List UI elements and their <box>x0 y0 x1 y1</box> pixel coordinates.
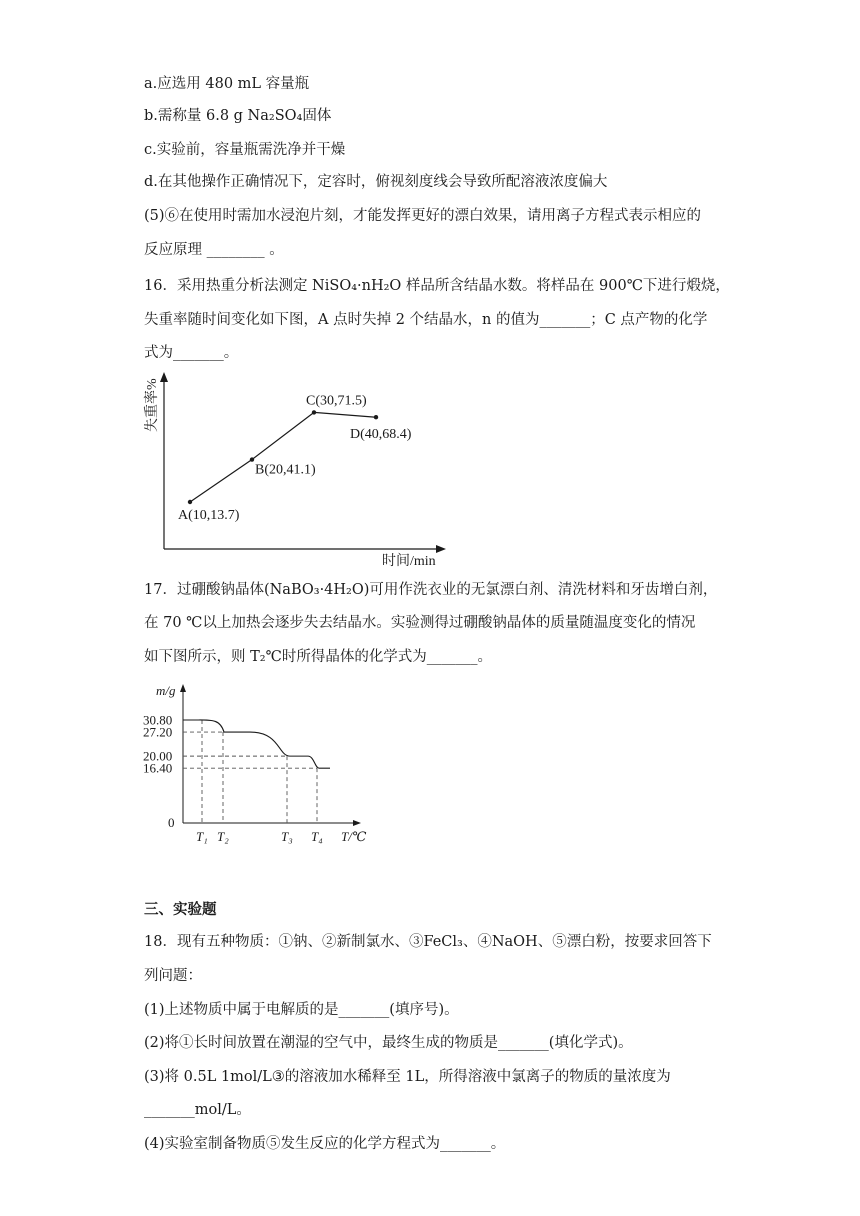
x-axis-label: T/℃ <box>341 829 367 844</box>
q5-text: (5)⑥在使用时需加水浸泡片刻，才能发挥更好的漂白效果，请用离子方程式表示相应的 <box>144 208 702 224</box>
x-axis-label: 时间/min <box>382 554 436 568</box>
q18-part-1: (1)上述物质中属于电解质的是_______(填序号)。 <box>144 1002 459 1018</box>
q17-text-3: 如下图所示，则 T₂℃时所得晶体的化学式为_______。 <box>144 649 493 665</box>
q17-text: 17．过硼酸钠晶体(NaBO₃·4H₂O)可用作洗衣业的无氯漂白剂、清洗材料和牙齿增白剂， <box>144 582 718 598</box>
data-point <box>374 415 378 419</box>
point-label: B(20,41.1) <box>255 462 316 478</box>
x-tick-label: T₄ <box>311 829 323 844</box>
x-tick-label: T₂ <box>217 829 229 844</box>
origin-label: 0 <box>168 815 175 830</box>
mass-curve <box>183 720 330 768</box>
point-label: C(30,71.5) <box>306 393 367 409</box>
option-c: c.实验前，容量瓶需洗净并干燥 <box>144 142 346 158</box>
point-label: A(10,13.7) <box>178 508 240 523</box>
q18-part-2: (2)将①长时间放置在潮湿的空气中，最终生成的物质是_______(填化学式)。 <box>144 1035 633 1051</box>
x-tick-label: T₁ <box>196 829 208 844</box>
x-tick-label: T₃ <box>281 829 293 844</box>
data-point <box>250 457 254 461</box>
q17-text-2: 在 70 ℃以上加热会逐步失去结晶水。实验测得过硼酸钠晶体的质量随温度变化的情况 <box>144 615 696 631</box>
q16-text-2: 失重率随时间变化如下图，A 点时失掉 2 个结晶水，n 的值为_______；C 点产物的化学 <box>144 312 708 328</box>
series-line <box>190 412 376 502</box>
y-tick-label: 16.40 <box>143 760 173 776</box>
q16-text: 16．采用热重分析法测定 NiSO₄·nH₂O 样品所含结晶水数。将样品在 900℃下进行煅烧， <box>144 278 730 294</box>
option-b: b.需称量 6.8 g Na₂SO₄固体 <box>144 108 332 124</box>
q5-text-cont: 反应原理 ________ 。 <box>144 242 284 258</box>
option-a: a.应选用 480 mL 容量瓶 <box>144 76 310 92</box>
q18-text: 18．现有五种物质：①钠、②新制氯水、③FeCl₃、④NaOH、⑤漂白粉，按要求回答下 <box>144 934 712 950</box>
option-d: d.在其他操作正确情况下，定容时，俯视刻度线会导致所配溶液浓度偏大 <box>144 174 608 190</box>
point-label: D(40,68.4) <box>350 427 412 443</box>
data-point <box>188 500 192 504</box>
y-tick-label: 20.00 <box>143 748 173 764</box>
mass-temperature-chart <box>140 676 390 848</box>
q18-part-3: (3)将 0.5L 1mol/L③的溶液加水稀释至 1L，所得溶液中氯离子的物质的量浓度为 <box>144 1069 671 1085</box>
weight-loss-chart <box>140 368 460 568</box>
section-heading: 三、实验题 <box>144 901 217 918</box>
q16-text-3: 式为_______。 <box>144 345 239 361</box>
data-point <box>312 410 316 414</box>
q18-text-2: 列问题： <box>144 968 202 984</box>
y-axis-label: 失重率% <box>145 378 160 432</box>
y-tick-label: 27.20 <box>143 724 173 740</box>
y-axis-label: m/g <box>156 683 176 698</box>
y-tick-label: 30.80 <box>143 712 173 728</box>
q18-part-3-cont: _______mol/L。 <box>144 1102 251 1118</box>
q18-part-4: (4)实验室制备物质⑤发生反应的化学方程式为_______。 <box>144 1136 506 1152</box>
